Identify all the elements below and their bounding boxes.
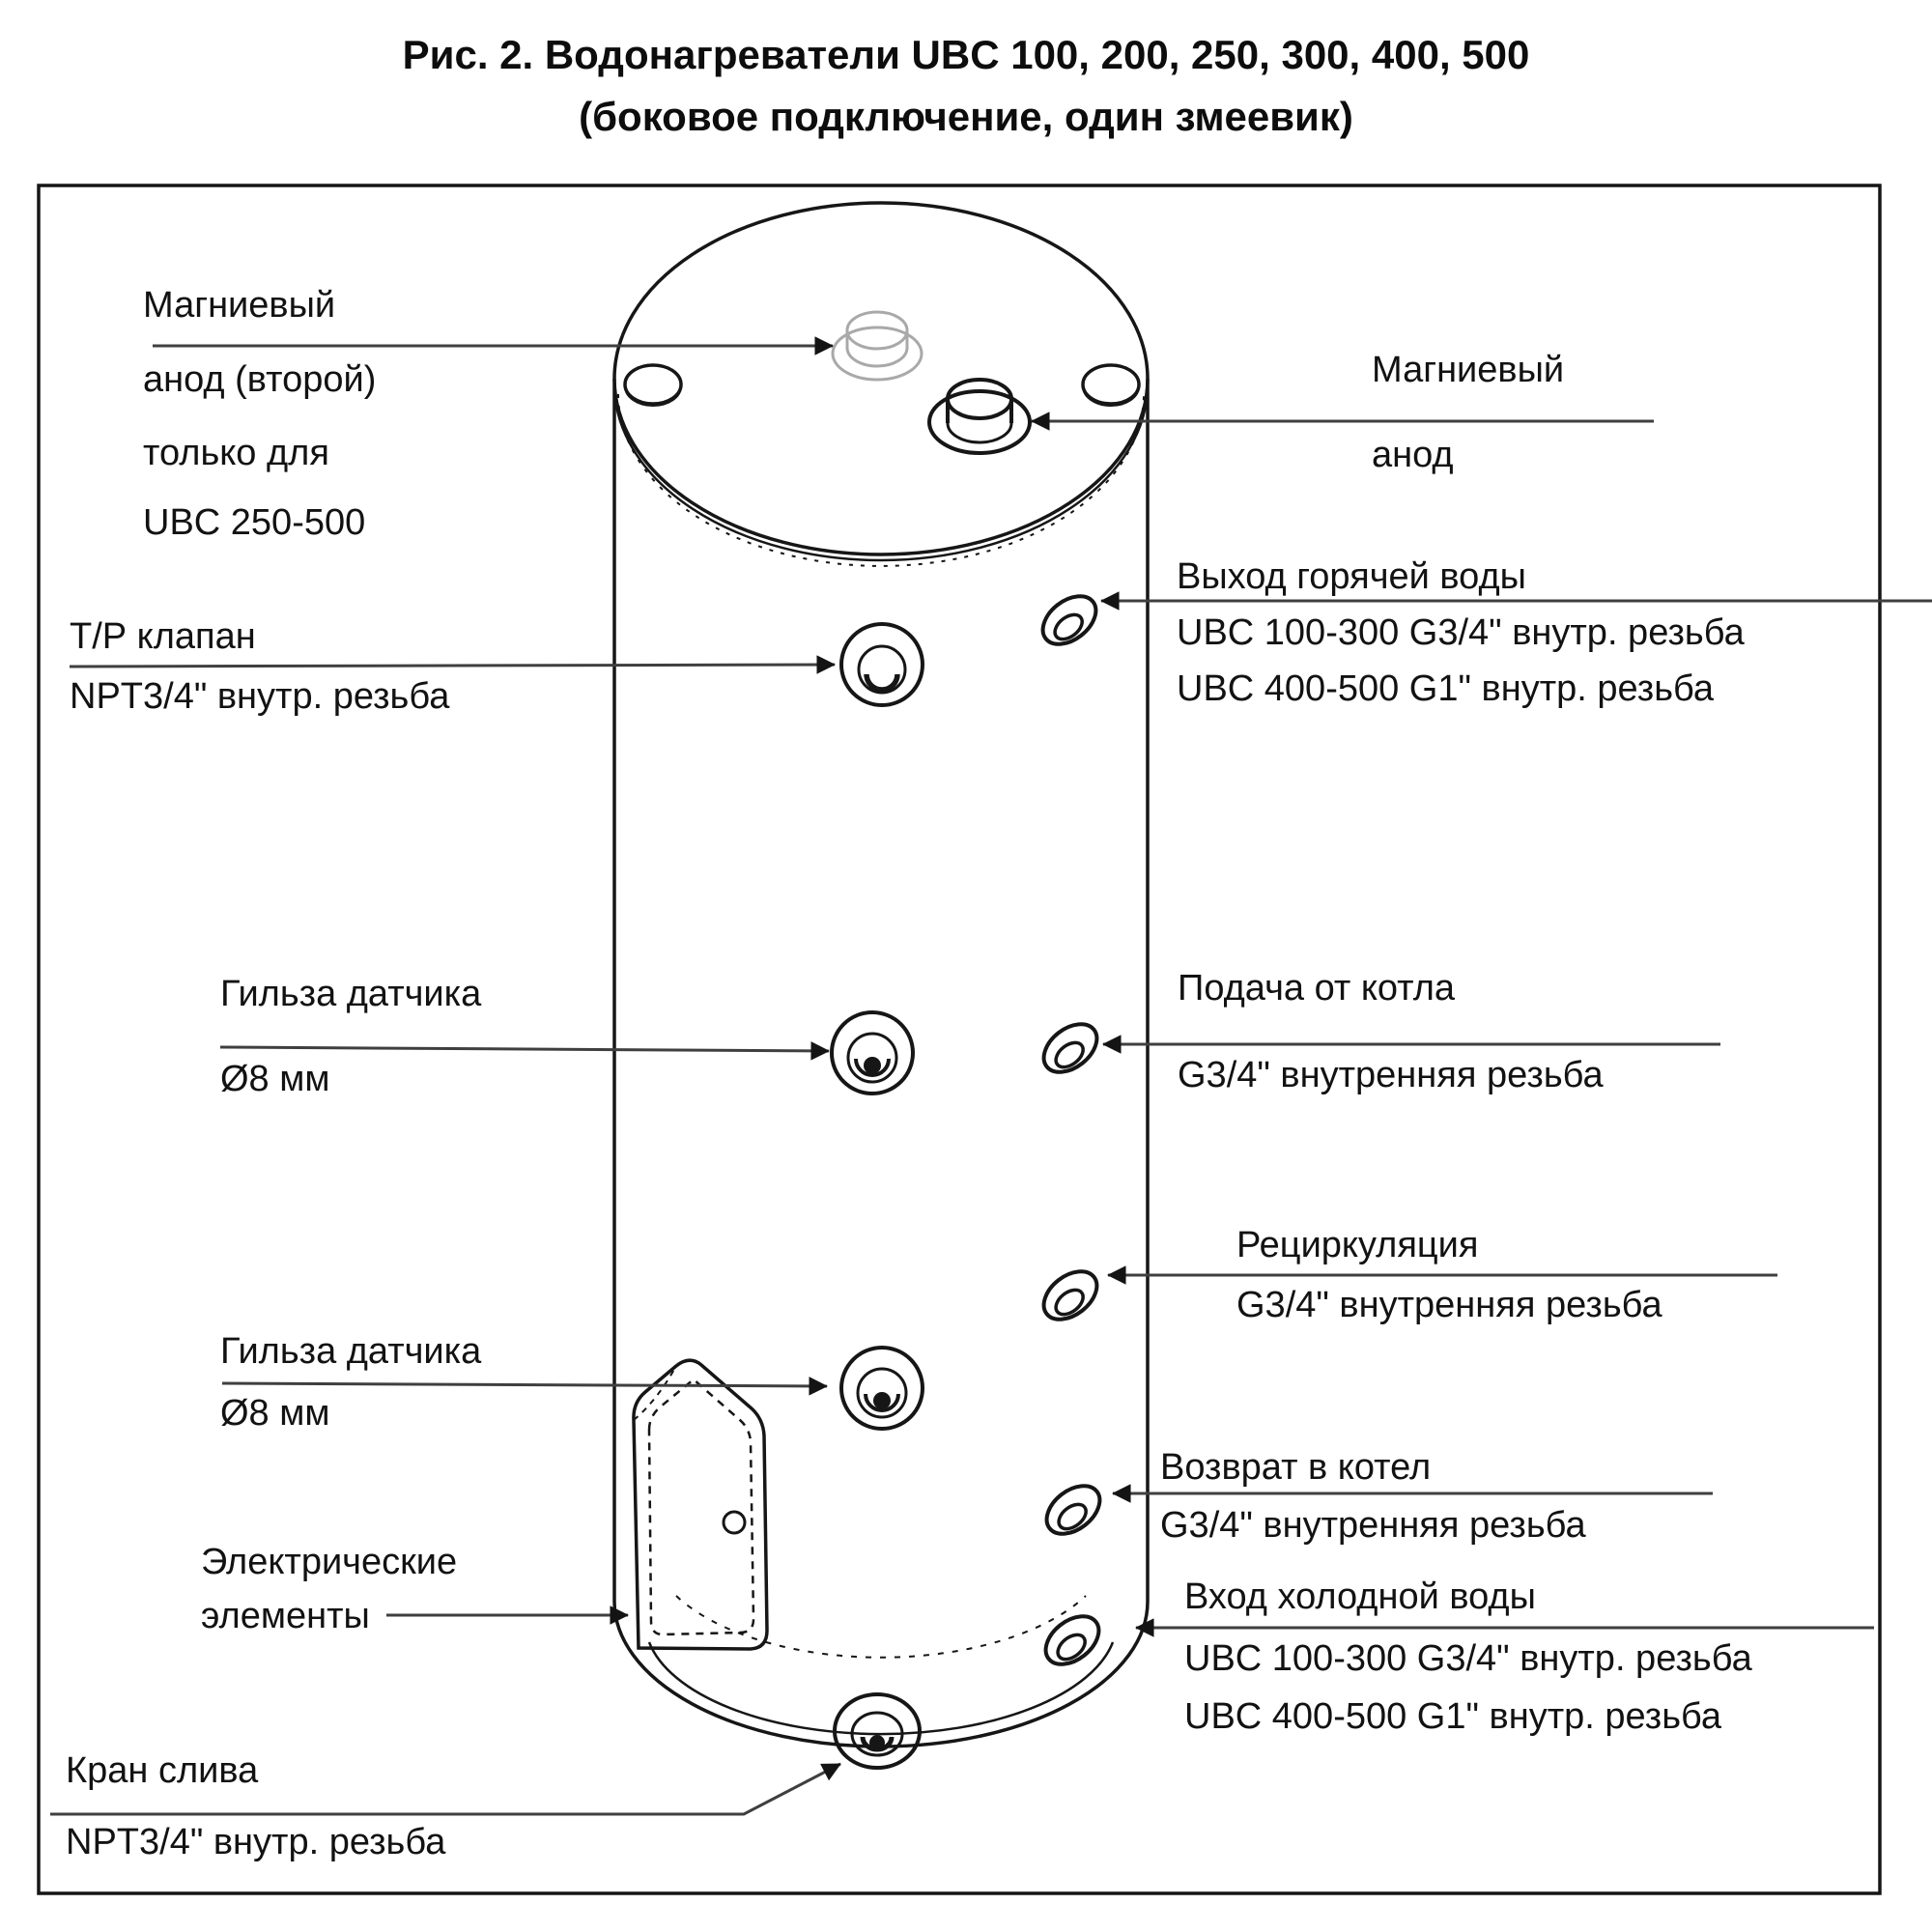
label-anode-second-line3: только для: [143, 433, 329, 473]
label-anode-second-line4: UBC 250-500: [143, 502, 366, 543]
label-boiler-return-line1: Возврат в котел: [1160, 1447, 1432, 1488]
boiler-return-port: [1037, 1476, 1108, 1544]
leader-sensor-well-1: [220, 1047, 829, 1051]
electric-elements-cover: [634, 1360, 767, 1649]
label-boiler-supply-line2: G3/4" внутренняя резьба: [1178, 1055, 1604, 1095]
label-electric-elements-line2: элементы: [201, 1596, 370, 1636]
label-tp-valve-line1: Т/Р клапан: [70, 616, 256, 657]
label-cold-water-line2: UBC 100-300 G3/4" внутр. резьба: [1184, 1638, 1752, 1679]
label-boiler-supply-line1: Подача от котла: [1178, 968, 1456, 1009]
boiler-supply-port: [1035, 1014, 1105, 1082]
label-electric-elements-line1: Электрические: [201, 1542, 458, 1582]
hot-water-outlet-port: [1034, 586, 1104, 654]
lid-service-openings: [625, 365, 1139, 406]
magnesium-anode-main-port: [929, 380, 1030, 453]
magnesium-anode-second-port: [833, 312, 922, 380]
figure-title-line2: (боковое подключение, один змеевик): [579, 94, 1353, 139]
label-boiler-return-line2: G3/4" внутренняя резьба: [1160, 1505, 1586, 1546]
tank-body: [614, 203, 1148, 1747]
label-cold-water-line1: Вход холодной воды: [1184, 1577, 1536, 1617]
label-sensor-well-2-line2: Ø8 мм: [220, 1393, 330, 1434]
cold-water-inlet-port: [1037, 1606, 1107, 1674]
sensor-well-1-port: [832, 1012, 913, 1094]
label-sensor-well-1-line1: Гильза датчика: [220, 974, 482, 1014]
figure-title-line1: Рис. 2. Водонагреватели UBC 100, 200, 250, 300, 400, 500: [402, 32, 1530, 77]
label-anode-second-line1: Магниевый: [143, 285, 336, 326]
label-hot-water-line1: Выход горячей воды: [1177, 556, 1526, 597]
label-anode-main-line2: анод: [1372, 435, 1454, 475]
label-hot-water-line3: UBC 400-500 G1" внутр. резьба: [1177, 668, 1715, 709]
tp-valve-port: [841, 624, 923, 705]
label-sensor-well-2-line1: Гильза датчика: [220, 1331, 482, 1372]
label-recirculation-line2: G3/4" внутренняя резьба: [1236, 1285, 1662, 1325]
label-anode-second-line2: анод (второй): [143, 359, 377, 400]
label-drain-valve-line2: NPT3/4" внутр. резьба: [66, 1822, 446, 1862]
sensor-well-2-port: [841, 1348, 923, 1429]
leader-sensor-well-2: [222, 1383, 827, 1386]
drain-valve-port: [835, 1694, 920, 1768]
label-drain-valve-line1: Кран слива: [66, 1750, 259, 1791]
leader-tp-valve: [70, 665, 835, 667]
label-recirculation-line1: Рециркуляция: [1236, 1225, 1479, 1265]
label-anode-main-line1: Магниевый: [1372, 350, 1565, 390]
label-hot-water-line2: UBC 100-300 G3/4" внутр. резьба: [1177, 612, 1745, 653]
recirculation-port: [1035, 1262, 1105, 1329]
label-tp-valve-line2: NPT3/4" внутр. резьба: [70, 676, 450, 717]
label-cold-water-line3: UBC 400-500 G1" внутр. резьба: [1184, 1696, 1722, 1737]
label-sensor-well-1-line2: Ø8 мм: [220, 1059, 330, 1099]
